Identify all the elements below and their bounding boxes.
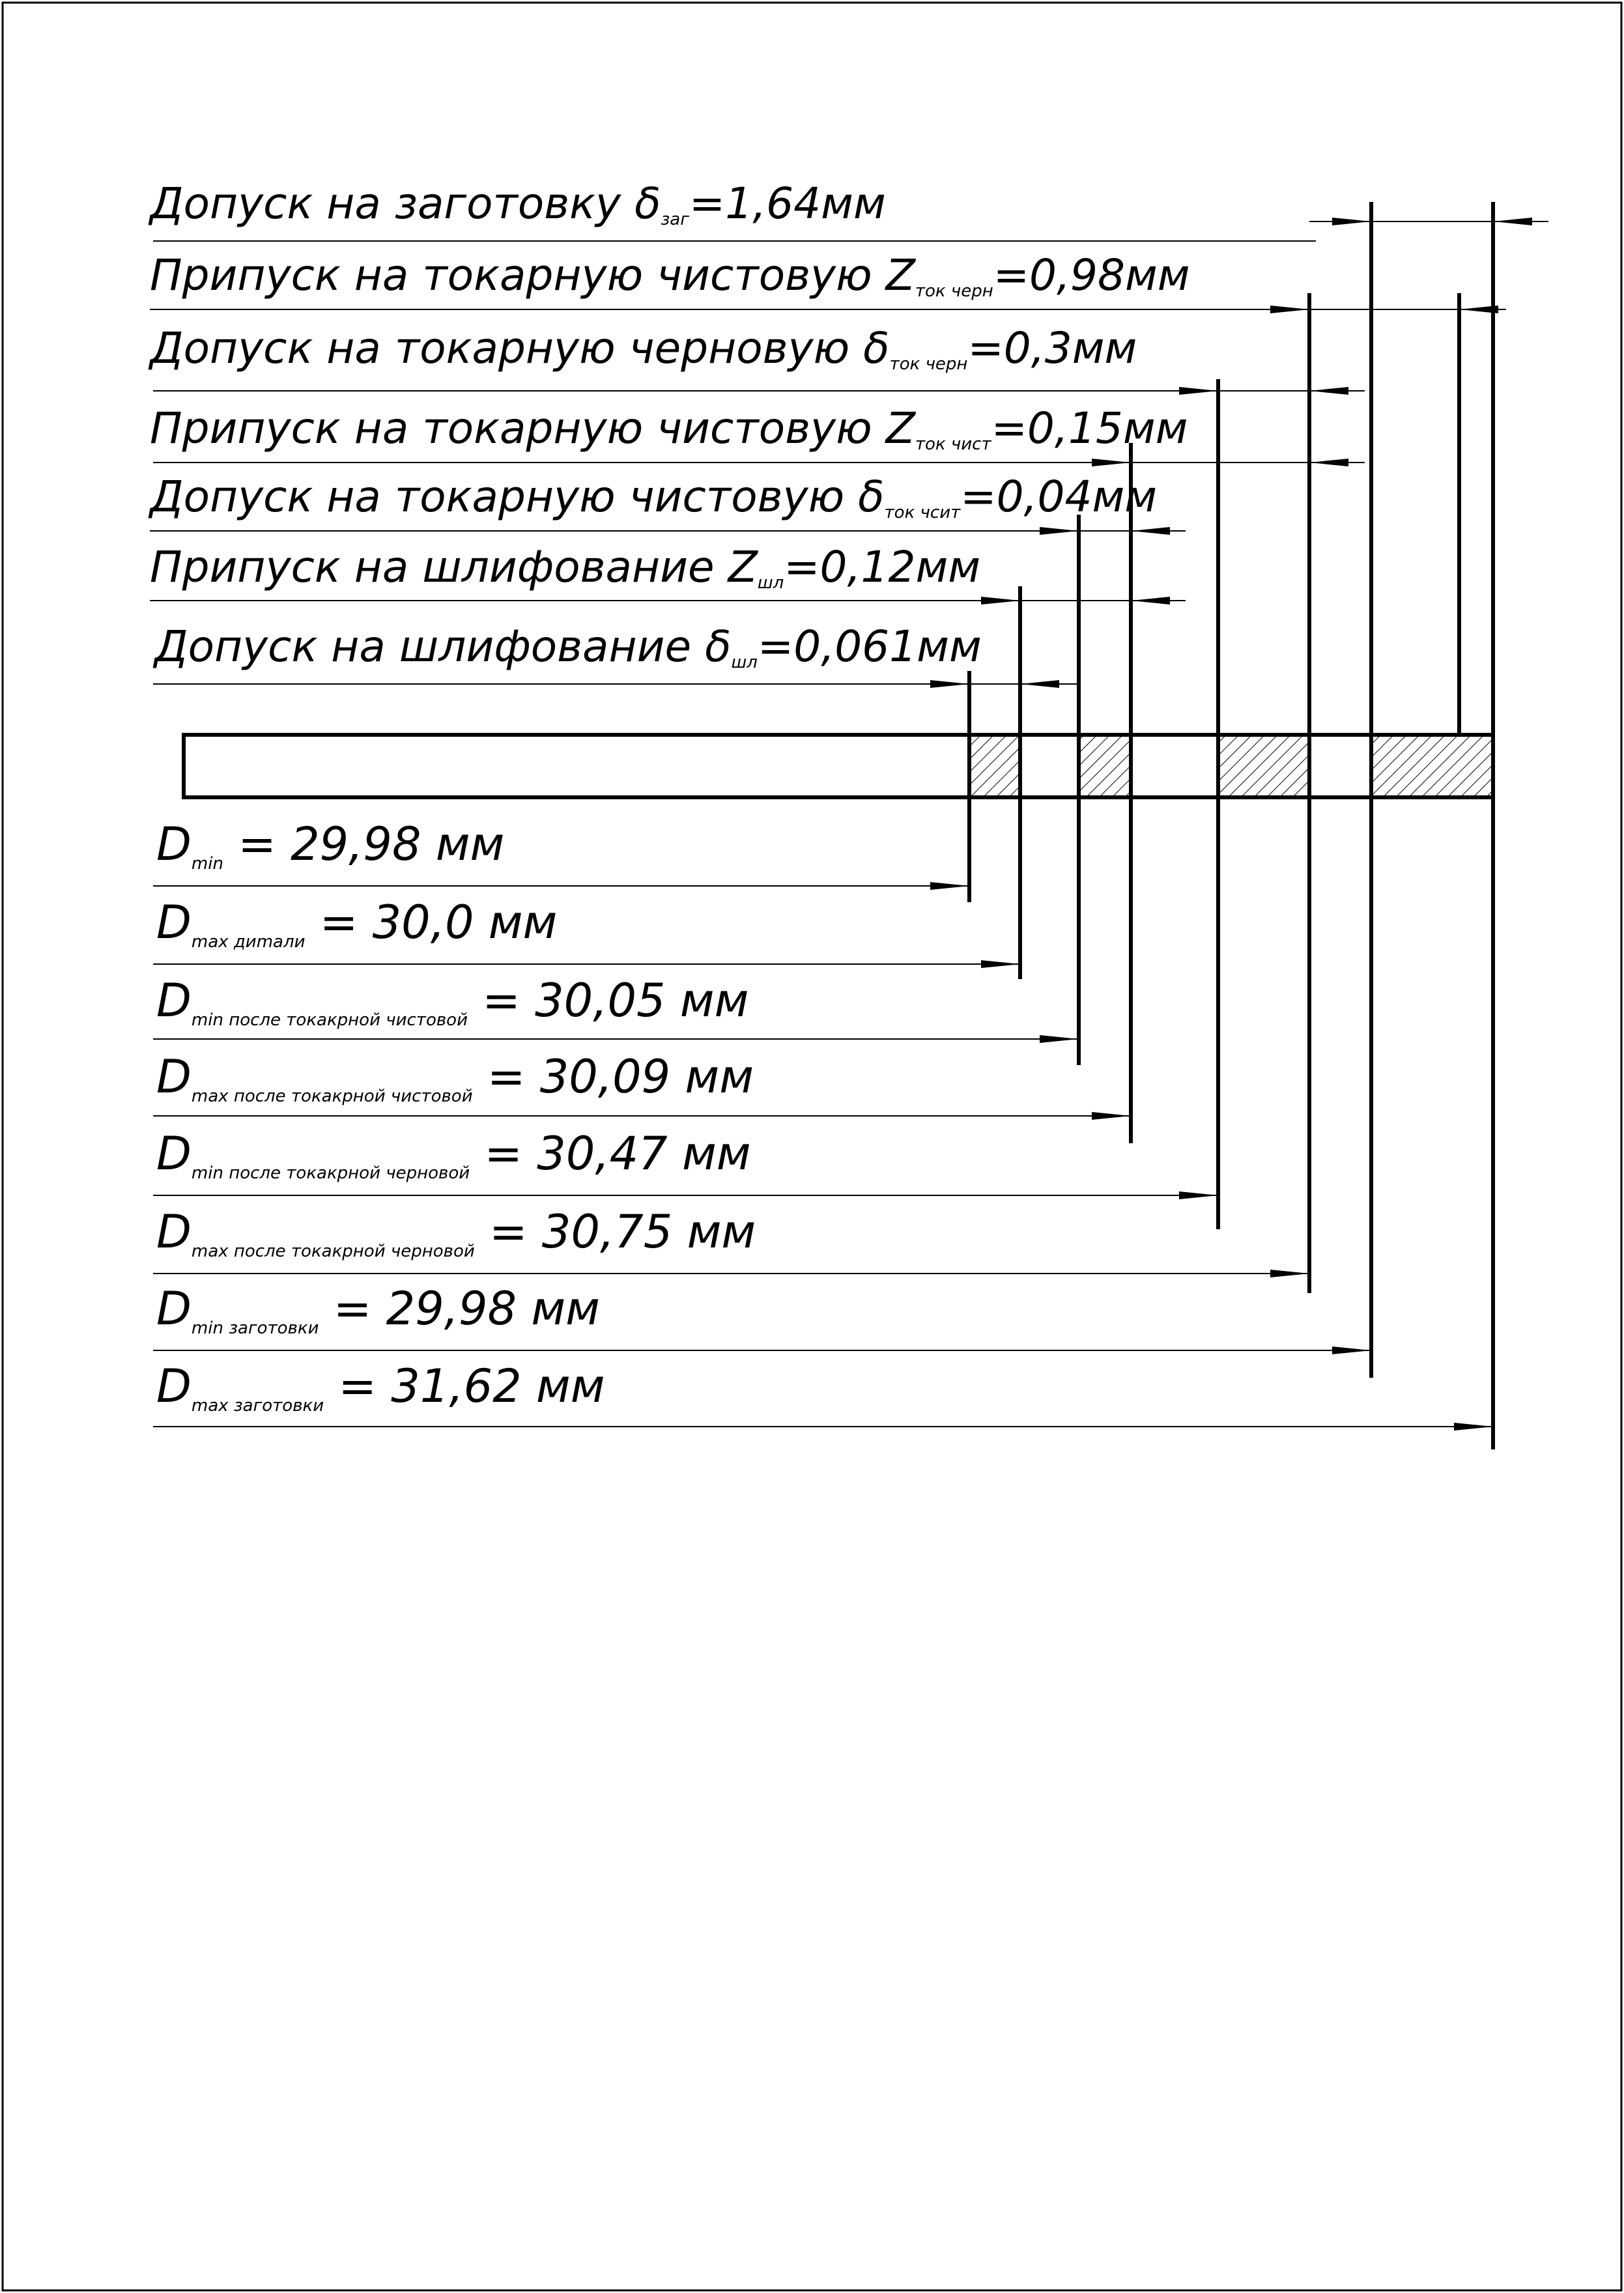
label-dmax-finish: $D_{max после токакрной чистовой} = 30,09$ мм: [156, 1050, 754, 1106]
label-dmin-blank: $D_{min заготовки} = 29,98$ мм: [156, 1282, 600, 1338]
label-rough-allowance: Припуск на токарную чистовую Zток черн=0,98мм: [150, 250, 1190, 301]
top-labels: [148, 178, 1190, 672]
label-grinding-tolerance: Допуск на шлифование δшл=0,061мм: [154, 621, 982, 672]
hatch-blank-tolerance-zone: [1371, 735, 1493, 797]
label-grinding-allowance: Припуск на шлифование Zшл=0,12мм: [150, 542, 981, 593]
hatch-finish-turning-zone: [1079, 735, 1131, 797]
label-dmax-detail: $D_{max диmали} = 30,0$ мм: [156, 896, 558, 952]
hatch-grinding-zone: [969, 735, 1020, 797]
label-dmax-blank: $D_{max заготовки} = 31,62$ мм: [156, 1360, 605, 1416]
label-finish-allowance: Припуск на токарную чистовую Zток чист=0,15мм: [150, 403, 1188, 454]
label-dmin-finish: $D_{min после токакрной чистовой} = 30,05$ мм: [156, 974, 749, 1030]
hatch-rough-turning-zone: [1218, 735, 1309, 797]
boundary-lines: [969, 202, 1493, 1449]
bottom-leader-lines: [153, 886, 1493, 1427]
workpiece-bar: [184, 735, 1493, 797]
label-dmax-rough: $D_{max после токакрной черновой} = 30,75$ мм: [156, 1205, 756, 1261]
label-dmin-rough: $D_{min после токакрной черновой} = 30,47$ мм: [156, 1127, 751, 1183]
label-dmin: $D_{min} = 29,98$ мм: [156, 818, 505, 874]
label-blank-tolerance: Допуск на заготовку δзаг=1,64мм: [150, 178, 886, 229]
label-rough-tolerance: Допуск на токарную черновую δток черн=0,3мм: [150, 323, 1137, 374]
label-finish-tolerance: Допуск на токарную чистовую δток чсит=0,04мм: [150, 472, 1158, 522]
